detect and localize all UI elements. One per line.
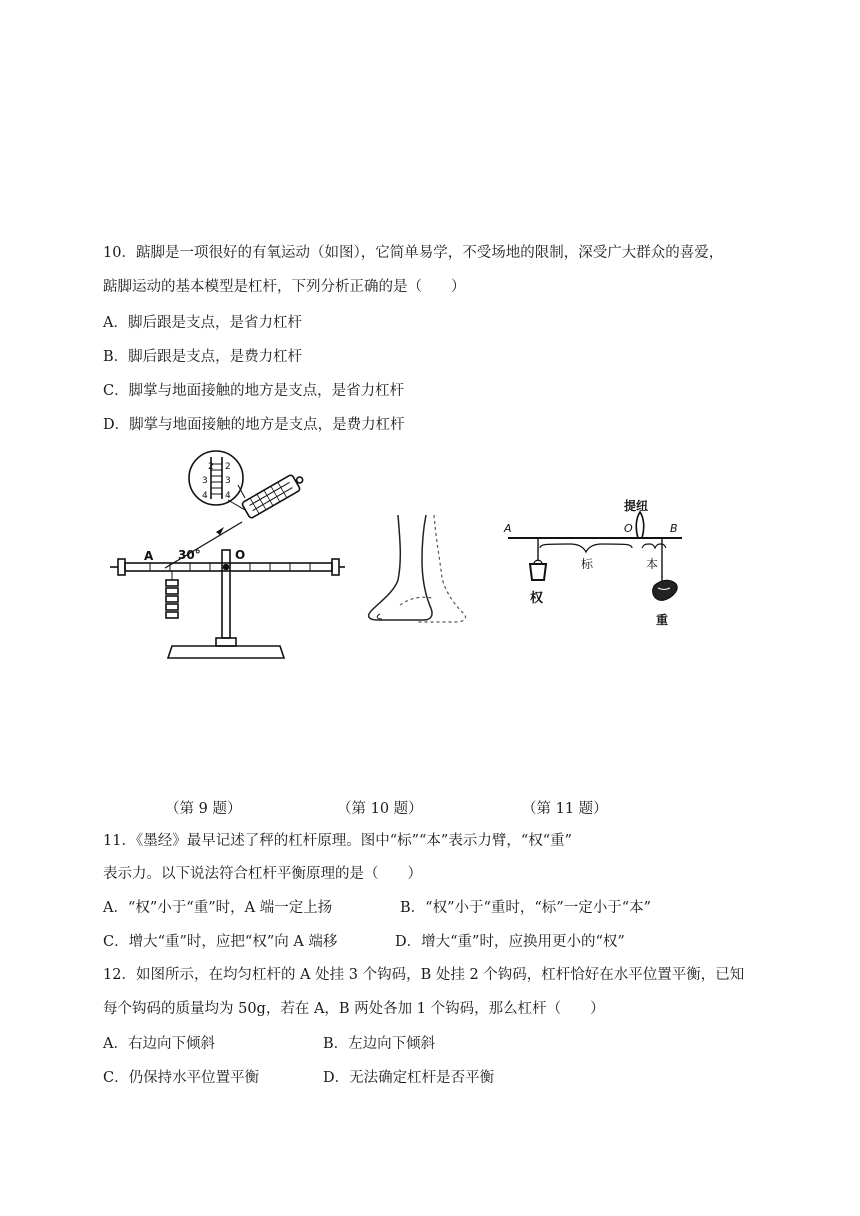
caption-figure-10: （第 10 题） [337, 801, 423, 817]
caption-figure-9: （第 9 题） [165, 801, 242, 817]
dial-number-4b: 4 [225, 491, 231, 501]
biao-brace [540, 544, 632, 552]
q11-option-a: A．“权”小于“重”时，A 端一定上扬 [103, 900, 333, 916]
q12-stem-line1: 12．如图所示，在均匀杠杆的 A 处挂 3 个钩码，B 处挂 2 个钩码，杠杆恰好在水平位置平衡，已知 [103, 967, 745, 983]
label-biao: 标 [581, 557, 594, 571]
label-ben: 本 [646, 557, 659, 571]
q10-option-a: A．脚后跟是支点，是省力杠杆 [103, 315, 302, 331]
q10-option-c: C．脚掌与地面接触的地方是支点，是省力杠杆 [103, 383, 405, 399]
foot-dashed-outline [400, 515, 466, 622]
label-quan: 权 [530, 591, 544, 606]
label-angle-30: 30° [178, 548, 201, 562]
label-point-b: B [670, 522, 678, 535]
caption-figure-11: （第 11 题） [522, 801, 608, 817]
q11-option-b: B．“权”小于“重时，“标”一定小于“本” [400, 900, 652, 916]
label-zhong: 重 [656, 613, 669, 627]
figure-10-foot-diagram [360, 510, 475, 625]
dial-number-2b: 2 [225, 462, 231, 472]
q11-option-c: C．增大“重”时，应把“权”向 A 端移 [103, 934, 338, 950]
figure-9-lever-diagram [110, 450, 345, 665]
label-point-a: A [504, 522, 512, 535]
label-point-o: O [624, 522, 633, 535]
q10-option-b: B．脚后跟是支点，是费力杠杆 [103, 349, 303, 365]
q12-option-b: B．左边向下倾斜 [323, 1036, 436, 1052]
q10-option-d: D．脚掌与地面接触的地方是支点，是费力杠杆 [103, 417, 405, 433]
steelyard-handle [636, 512, 643, 538]
dial-number-2a: 2 [208, 462, 214, 472]
q12-option-d: D．无法确定杠杆是否平衡 [323, 1070, 495, 1086]
q10-stem-line1: 10．踮脚是一项很好的有氧运动（如图），它简单易学，不受场地的限制，深受广大群众的喜爱， [103, 245, 724, 261]
dial-number-4a: 4 [202, 491, 208, 501]
q12-option-c: C．仍保持水平位置平衡 [103, 1070, 260, 1086]
q11-option-d: D．增大“重”时，应换用更小的“权” [395, 934, 625, 950]
figure-11-steelyard-diagram [500, 490, 700, 635]
label-point-o: O [235, 548, 246, 562]
label-handle: 提纽 [624, 499, 649, 513]
dial-magnifier [189, 451, 243, 505]
q11-stem-line1: 11．《墨经》最早记述了秤的杠杆原理。图中“标”“本”表示力臂，“权“重” [103, 833, 573, 849]
q11-stem-line2: 表示力。以下说法符合杠杆平衡原理的是（ ） [103, 866, 422, 882]
heavy-object [653, 580, 677, 600]
spring-scale [241, 471, 306, 519]
q12-option-a: A．右边向下倾斜 [103, 1036, 215, 1052]
dial-number-3b: 3 [225, 476, 231, 486]
dial-number-3a: 3 [202, 476, 208, 486]
q12-stem-line2: 每个钩码的质量均为 50g，若在 A，B 两处各加 1 个钩码，那么杠杆（ ） [103, 1001, 605, 1017]
label-point-a: A [144, 549, 154, 563]
q10-stem-line2: 踮脚运动的基本模型是杠杆，下列分析正确的是（ ） [103, 279, 466, 295]
